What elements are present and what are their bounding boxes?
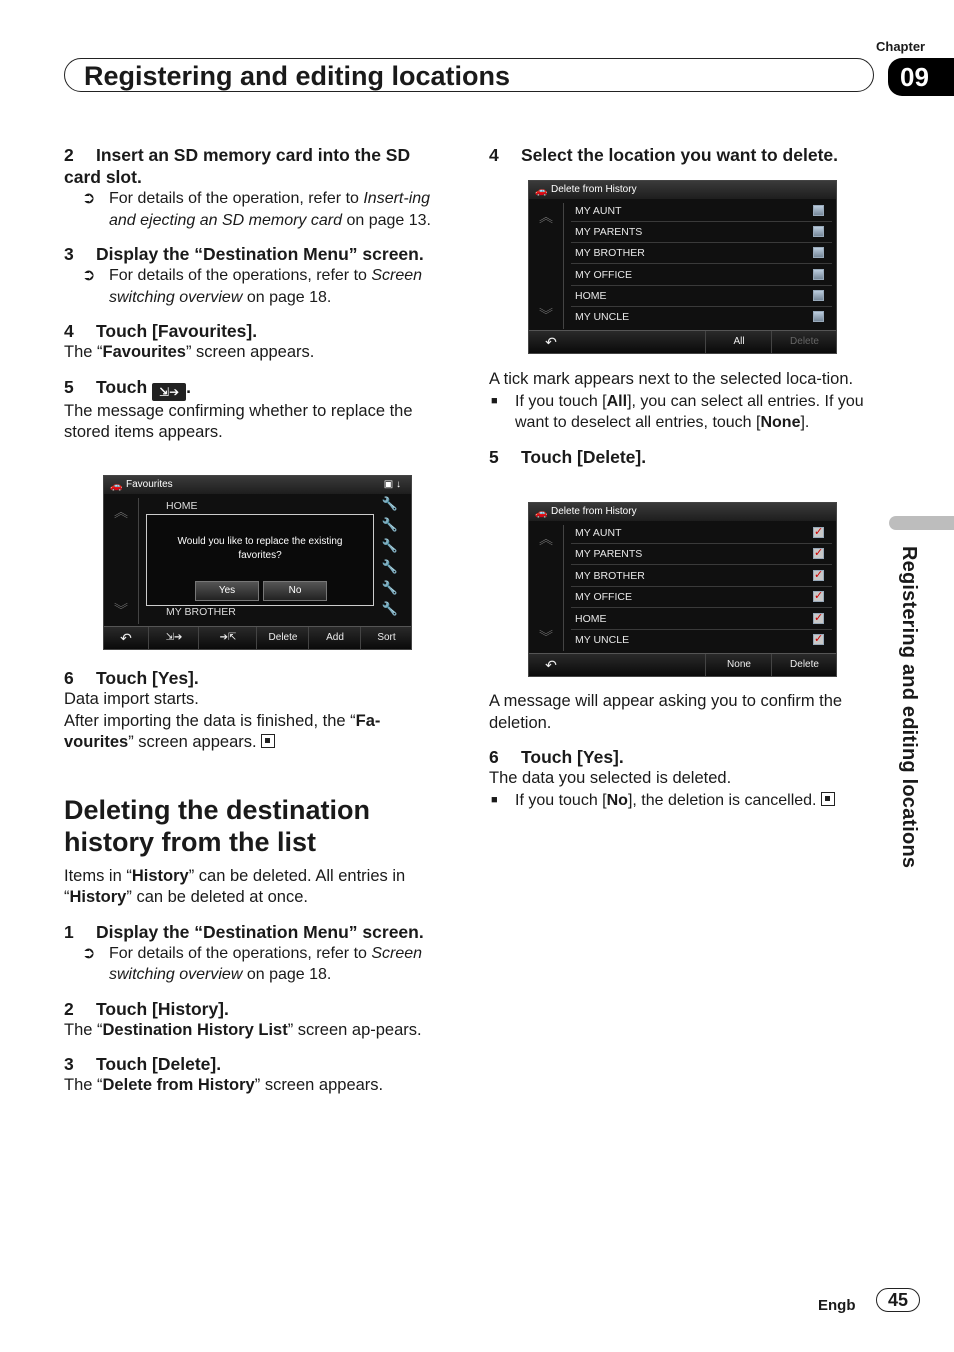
wrench-icon[interactable]: 🔧 xyxy=(381,559,399,574)
delete-button[interactable]: Delete xyxy=(256,627,309,649)
scrollbar[interactable] xyxy=(108,498,139,624)
chapter-number-badge: 09 xyxy=(888,58,954,96)
arrow-icon: ➲ xyxy=(82,267,96,284)
checkbox-icon[interactable] xyxy=(813,290,824,301)
checkbox-checked-icon[interactable]: ✓ xyxy=(814,590,824,602)
left-column xyxy=(64,144,450,444)
wrench-icon[interactable]: 🔧 xyxy=(381,517,399,532)
arrow-icon: ➲ xyxy=(82,944,96,962)
step-5-heading: 5 Touch ⇲➔ . xyxy=(64,376,191,399)
chapter-label: Chapter xyxy=(876,39,926,54)
yes-button[interactable]: Yes xyxy=(195,581,259,601)
export-button[interactable] xyxy=(198,627,257,649)
wrench-icon[interactable]: 🔧 xyxy=(381,601,399,616)
add-button[interactable]: Add xyxy=(308,627,361,649)
step-4-body: The “Favourites” screen appears. xyxy=(64,343,315,361)
list-item[interactable]: HOME xyxy=(571,286,832,307)
bullet-icon: ■ xyxy=(491,394,498,407)
screen-bottom-bar xyxy=(104,626,411,649)
checkbox-icon[interactable] xyxy=(813,247,824,258)
right-step-4-body: A tick mark appears next to the selected loca-tion. xyxy=(489,370,854,388)
page-title: Registering and editing locations xyxy=(84,61,511,91)
step-5-body: The message confirming whether to replace the stored items appears. xyxy=(64,401,413,441)
scroll-down-icon[interactable]: ︾ xyxy=(539,307,553,323)
back-icon[interactable]: ↶ xyxy=(120,630,132,646)
list-item[interactable]: MY UNCLE ✓ xyxy=(575,633,824,646)
delete-step-3-body: The “Delete from History” screen appears. xyxy=(64,1076,384,1094)
list-item[interactable]: HOME xyxy=(146,496,367,517)
delete-step-2-body: The “Destination History List” screen ap-pears. xyxy=(64,1020,422,1039)
side-tab-marker xyxy=(889,516,954,530)
delete-history-screen-select xyxy=(528,180,837,354)
scrollbar[interactable] xyxy=(533,203,564,329)
end-mark-icon xyxy=(261,734,275,748)
delete-step-1-note: ➲ For details of the operations, refer to Screen switching overview on page 18. xyxy=(82,944,423,983)
no-button[interactable]: No xyxy=(263,581,327,601)
right-step-5-heading: 5 Touch [Delete]. xyxy=(489,446,647,467)
car-icon: 🚗 xyxy=(110,481,123,492)
right-step-4-heading: 4 Select the location you want to delete. xyxy=(489,145,838,165)
wrench-icon[interactable]: 🔧 xyxy=(381,496,399,511)
checkbox-checked-icon[interactable]: ✓ xyxy=(814,612,824,624)
step-3-note: ➲ For details of the operations, refer to Screen switching overview on page 18. xyxy=(82,267,423,306)
page-number: 45 xyxy=(876,1288,920,1312)
checkbox-checked-icon[interactable]: ✓ xyxy=(814,526,824,538)
list-item[interactable]: MY BROTHER ✓ xyxy=(571,566,832,587)
delete-step-2-heading: 2 Touch [History]. xyxy=(64,998,229,1019)
right-step-4-bullet: ■ If you touch [All], you can select all entries. If you want to deselect all entries, touch [None]. xyxy=(491,392,864,431)
import-icon: ▣ ↓ xyxy=(383,479,401,490)
list-item[interactable]: HOME ✓ xyxy=(571,609,832,630)
checkbox-checked-icon[interactable]: ✓ xyxy=(814,547,824,559)
scroll-down-icon[interactable]: ︾ xyxy=(114,602,128,618)
sort-button[interactable]: Sort xyxy=(360,627,412,649)
wrench-icon[interactable]: 🔧 xyxy=(381,580,399,595)
right-step-6-heading: 6 Touch [Yes]. xyxy=(489,747,624,767)
none-button[interactable]: None xyxy=(705,654,772,676)
list-item[interactable]: MY PARENTS ✓ xyxy=(571,544,832,565)
side-tab-label: Registering and editing locations xyxy=(898,546,920,869)
checkbox-icon[interactable] xyxy=(813,205,824,216)
screen-title-bar: 🚗 Delete from History xyxy=(529,181,836,199)
language-label: Engb xyxy=(818,1297,856,1314)
scrollbar[interactable] xyxy=(533,525,564,651)
export-icon: ➔⇱ xyxy=(219,632,237,643)
delete-button[interactable]: Delete xyxy=(771,331,837,353)
import-icon: ⇲➔ xyxy=(165,632,183,643)
checkbox-icon[interactable] xyxy=(813,226,824,237)
right-step-5-body: A message will appear asking you to confirm the deletion. xyxy=(489,692,843,732)
step-6-body-1: Data import starts. xyxy=(64,690,199,708)
right-step-6-bullet: ■ If you touch [No], the deletion is cancelled. xyxy=(489,790,875,812)
left-column-lower xyxy=(64,667,450,1097)
section-title: Deleting the destination history from the list xyxy=(64,794,371,857)
screen-bottom-bar xyxy=(529,653,836,676)
list-item[interactable]: MY OFFICE xyxy=(571,265,832,286)
list-item[interactable]: MY PARENTS xyxy=(571,222,832,243)
step-6-body-2: After importing the data is finished, the “Fa-vourites” screen appears. xyxy=(64,711,381,751)
checkbox-icon[interactable] xyxy=(813,269,824,280)
scroll-up-icon[interactable]: ︽ xyxy=(114,504,128,520)
right-column-mid xyxy=(489,369,875,468)
all-button[interactable]: All xyxy=(705,331,772,353)
list-item[interactable]: MY BROTHER xyxy=(166,606,236,618)
screen-title-bar: 🚗 Favourites ▣ ↓ xyxy=(104,476,411,494)
bullet-icon: ■ xyxy=(491,793,498,806)
dialog-message: Would you like to replace the existing favorites? xyxy=(177,536,343,561)
screen-bottom-bar xyxy=(529,330,836,353)
favourites-screen xyxy=(103,475,412,650)
wrench-icon[interactable]: 🔧 xyxy=(381,538,399,553)
back-icon[interactable]: ↶ xyxy=(545,657,557,673)
scroll-up-icon[interactable]: ︽ xyxy=(539,209,553,225)
list-item[interactable]: MY AUNT ✓ xyxy=(571,523,832,544)
list-item[interactable]: MY UNCLE xyxy=(571,307,832,327)
step-4-heading: 4 Touch [Favourites]. xyxy=(64,321,258,341)
list-item[interactable]: MY BROTHER xyxy=(571,243,832,264)
right-step-6-body: The data you selected is deleted. xyxy=(489,769,732,787)
car-icon: 🚗 xyxy=(535,508,548,519)
list-item[interactable]: MY AUNT xyxy=(571,201,832,222)
step-3-heading: 3 Display the “Destination Menu” screen. xyxy=(64,244,424,264)
delete-step-3-heading: 3 Touch [Delete]. xyxy=(64,1054,222,1074)
section-intro: Items in “History” can be deleted. All entries in “History” can be deleted at once. xyxy=(64,866,406,906)
arrow-icon: ➲ xyxy=(82,190,96,207)
import-icon: ⇲➔ xyxy=(152,383,186,401)
checkbox-checked-icon[interactable]: ✓ xyxy=(814,569,824,581)
right-column-lower xyxy=(489,691,875,811)
scroll-down-icon[interactable]: ︾ xyxy=(539,629,553,645)
import-button[interactable] xyxy=(148,627,199,649)
edit-column xyxy=(373,496,407,622)
checkbox-checked-icon[interactable]: ✓ xyxy=(814,633,824,645)
step-2-heading: 2 Insert an SD memory card into the SD card slot. xyxy=(64,145,411,187)
delete-step-1-heading: 1 Display the “Destination Menu” screen. xyxy=(64,921,424,942)
end-mark-icon xyxy=(821,792,835,806)
back-icon[interactable]: ↶ xyxy=(545,334,557,350)
step-6-heading: 6 Touch [Yes]. xyxy=(64,668,199,688)
right-column xyxy=(489,144,875,166)
car-icon: 🚗 xyxy=(535,186,548,197)
scroll-up-icon[interactable]: ︽ xyxy=(539,531,553,547)
replace-confirm-dialog xyxy=(146,514,374,606)
checkbox-icon[interactable] xyxy=(813,311,824,322)
list-item[interactable]: MY OFFICE ✓ xyxy=(571,587,832,608)
step-2-note: ➲ For details of the operation, refer to Insert-ing and ejecting an SD memory card on page 13. xyxy=(82,190,431,229)
screen-title-bar: 🚗 Delete from History xyxy=(529,503,836,521)
delete-history-screen-confirm xyxy=(528,502,837,677)
delete-button[interactable]: Delete xyxy=(771,654,837,676)
